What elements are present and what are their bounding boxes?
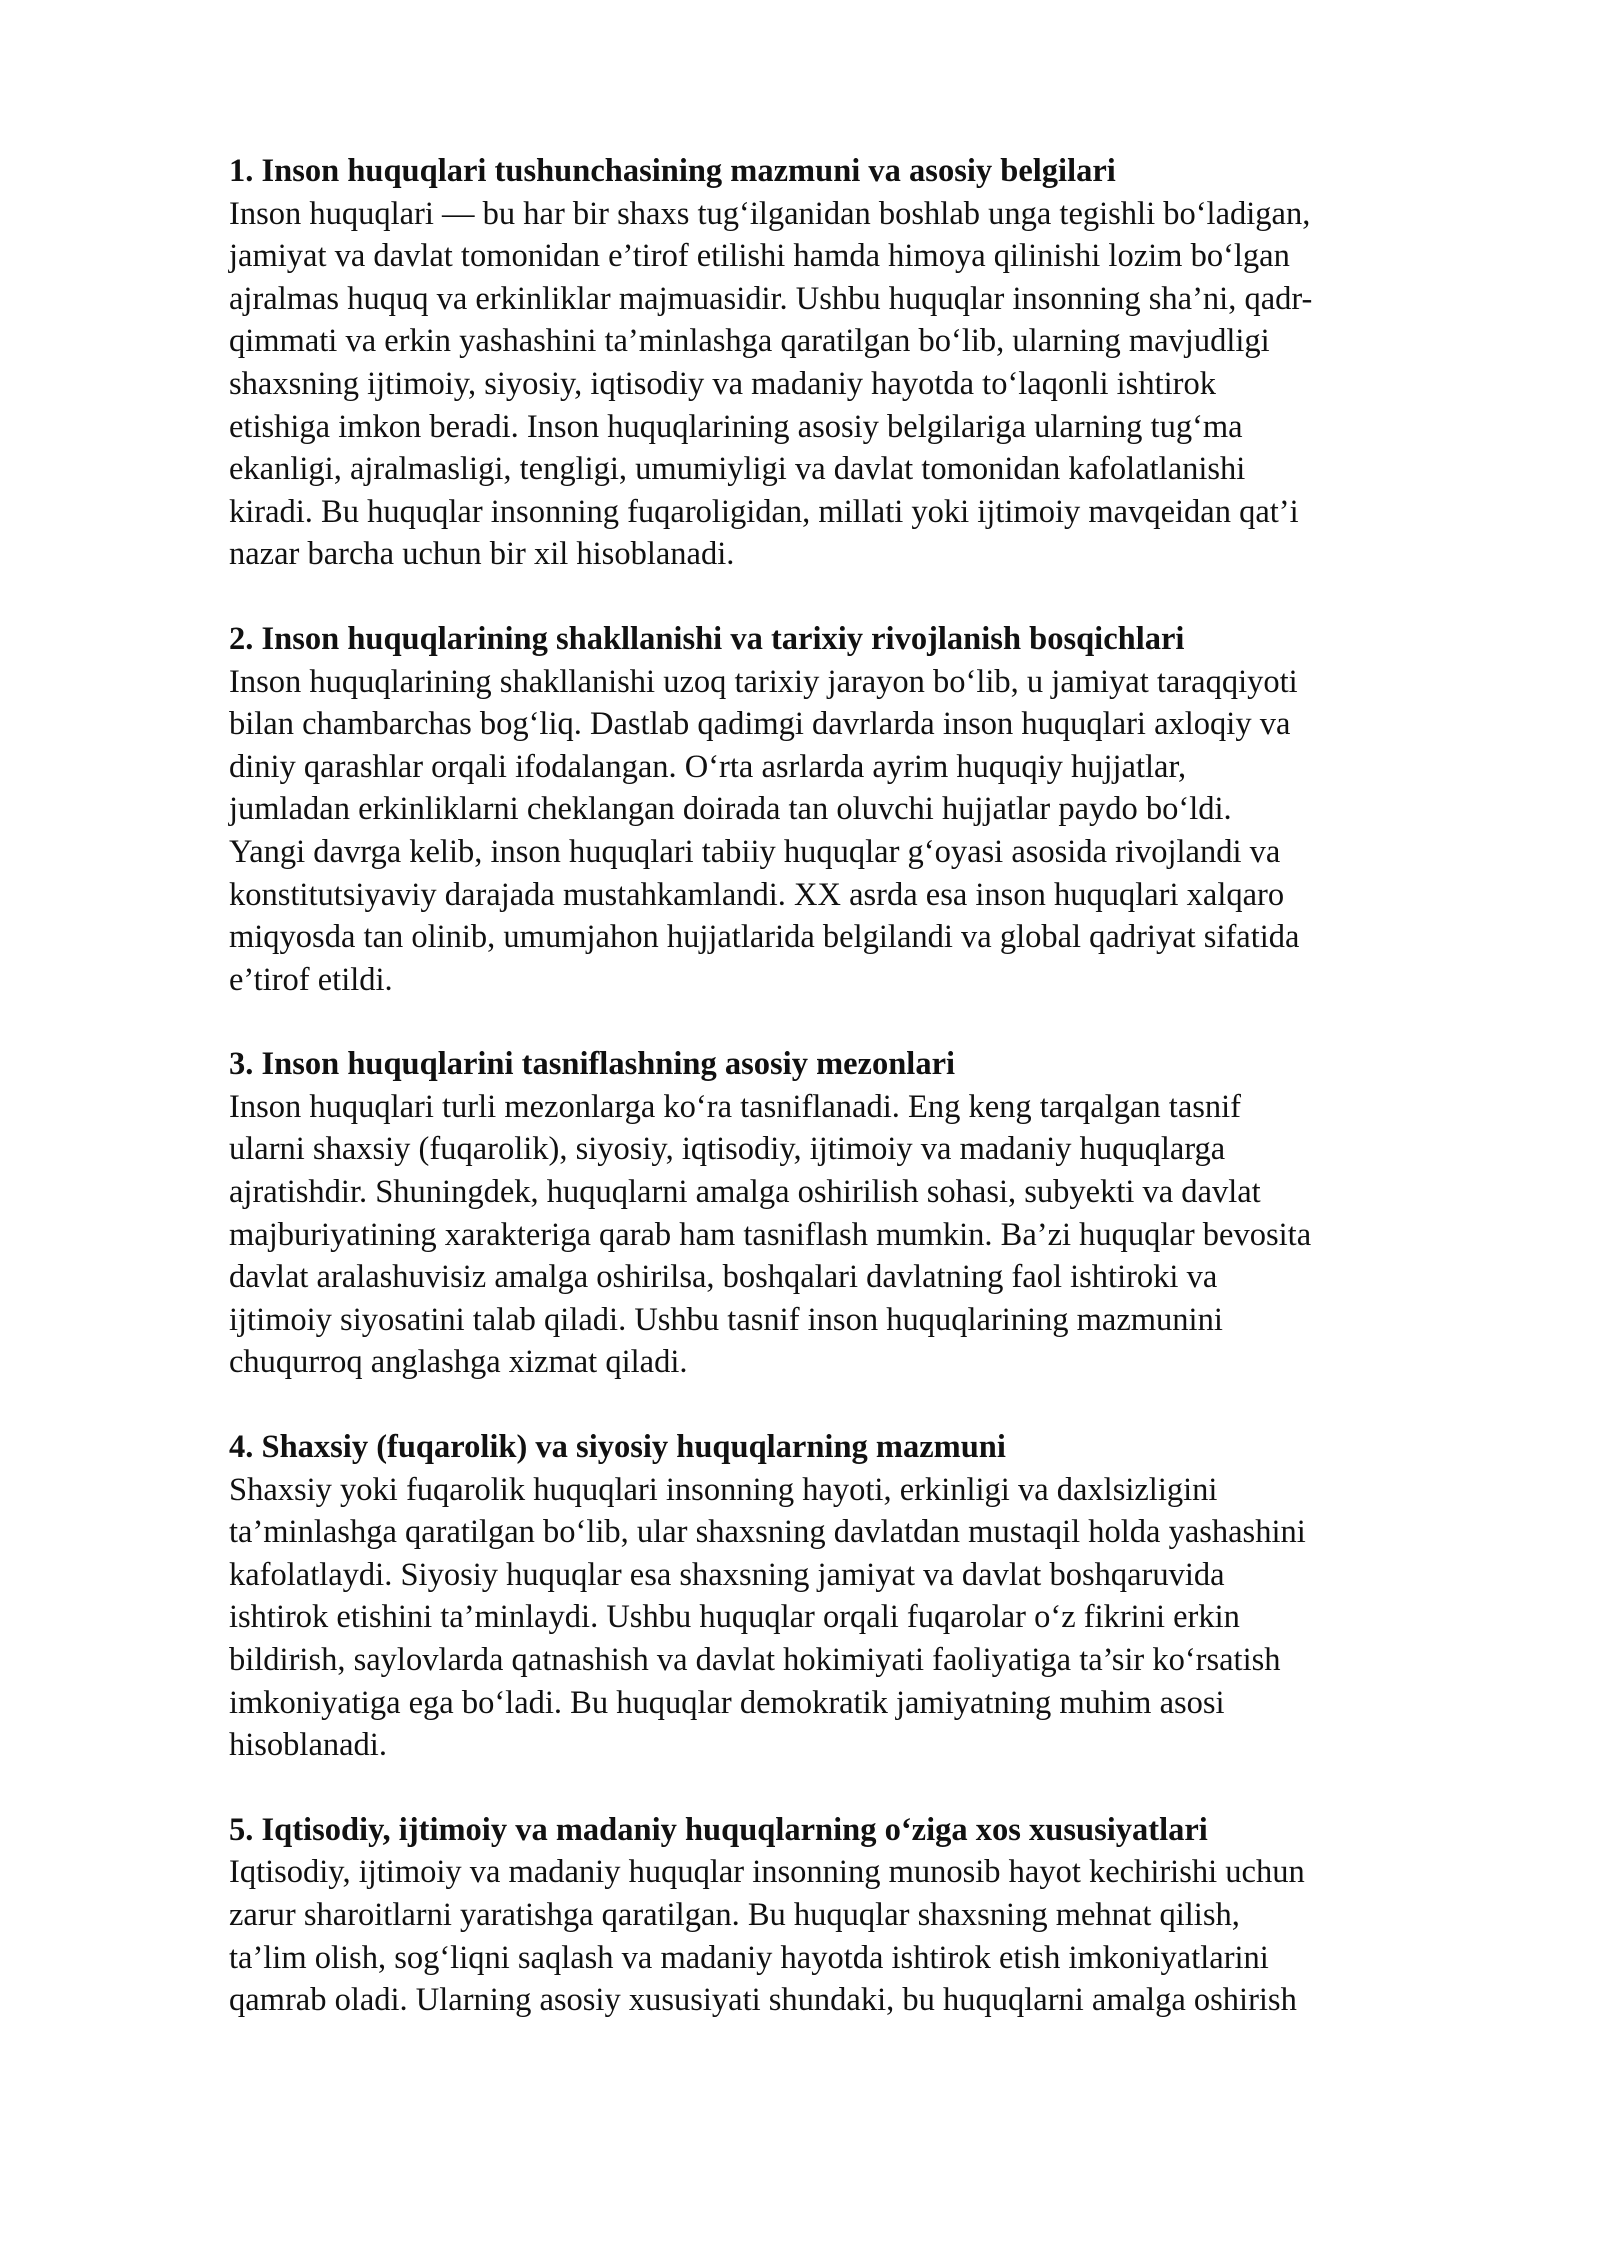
paragraph-line: chuqurroq anglashga xizmat qiladi. [229,1344,688,1381]
paragraph-line: majburiyatining xarakteriga qarab ham tasniflash mumkin. Ba’zi huquqlar bevosita [229,1216,1312,1253]
paragraph-line: zarur sharoitlarni yaratishga qaratilgan. Bu huquqlar shaxsning mehnat qilish, [229,1896,1240,1933]
paragraph-line: ishtirok etishini ta’minlaydi. Ushbu huquqlar orqali fuqarolar o‘z fikrini erkin [229,1599,1240,1636]
paragraph-line: ajralmas huquq va erkinliklar majmuasidir. Ushbu huquqlar insonning sha’ni, qadr- [229,280,1313,317]
paragraph-line: miqyosda tan olinib, umumjahon hujjatlarida belgilandi va global qadriyat sifatida [229,919,1300,956]
paragraph-line: konstitutsiyaviy darajada mustahkamlandi. XX asrda esa inson huquqlari xalqaro [229,876,1285,913]
section-heading: 1. Inson huquqlari tushunchasining mazmuni va asosiy belgilari [229,153,1116,189]
paragraph-line: kiradi. Bu huquqlar insonning fuqaroligidan, millati yoki ijtimoiy mavqeidan qat’i [229,493,1299,530]
paragraph-line: e’tirof etildi. [229,961,393,998]
paragraph-line: etishiga imkon beradi. Inson huquqlarining asosiy belgilariga ularning tug‘ma [229,408,1243,445]
paragraph-line: ularni shaxsiy (fuqarolik), siyosiy, iqtisodiy, ijtimoiy va madaniy huquqlarga [229,1131,1226,1168]
paragraph-line: imkoniyatiga ega bo‘ladi. Bu huquqlar demokratik jamiyatning muhim asosi [229,1684,1225,1721]
paragraph-line: davlat aralashuvisiz amalga oshirilsa, boshqalari davlatning faol ishtiroki va [229,1259,1218,1296]
section-heading: 5. Iqtisodiy, ijtimoiy va madaniy huquqlarning o‘ziga xos xususiyatlari [229,1811,1208,1848]
section-heading: 2. Inson huquqlarining shakllanishi va tarixiy rivojlanish bosqichlari [229,620,1185,657]
section-heading: 3. Inson huquqlarini tasniflashning asosiy mezonlari [229,1046,956,1083]
section-2 [229,618,1589,1001]
paragraph-line: shaxsning ijtimoiy, siyosiy, iqtisodiy va madaniy hayotda to‘laqonli ishtirok [229,365,1216,402]
paragraph-line: Yangi davrga kelib, inson huquqlari tabiiy huquqlar g‘oyasi asosida rivojlandi va [229,833,1281,870]
section-1 [229,150,1589,576]
paragraph-line: Shaxsiy yoki fuqarolik huquqlari insonning hayoti, erkinligi va daxlsizligini [229,1471,1218,1508]
document-body [229,150,1589,2064]
paragraph-line: qimmati va erkin yashashini ta’minlashga qaratilgan bo‘lib, ularning mavjudligi [229,323,1270,360]
section-heading: 4. Shaxsiy (fuqarolik) va siyosiy huquqlarning mazmuni [229,1429,1006,1466]
section-5 [229,1809,1589,2022]
paragraph-line: ekanligi, ajralmasligi, tengligi, umumiyligi va davlat tomonidan kafolatlanishi [229,451,1246,488]
paragraph-line: Iqtisodiy, ijtimoiy va madaniy huquqlar insonning munosib hayot kechirishi uchun [229,1854,1305,1891]
paragraph-line: Inson huquqlarining shakllanishi uzoq tarixiy jarayon bo‘lib, u jamiyat taraqqiyoti [229,663,1298,700]
paragraph-line: ta’minlashga qaratilgan bo‘lib, ular shaxsning davlatdan mustaqil holda yashashini [229,1514,1306,1551]
paragraph-line: hisoblanadi. [229,1727,387,1764]
section-4 [229,1426,1589,1767]
paragraph-line: kafolatlaydi. Siyosiy huquqlar esa shaxsning jamiyat va davlat boshqaruvida [229,1556,1225,1593]
paragraph-line: nazar barcha uchun bir xil hisoblanadi. [229,536,735,573]
paragraph-line: bildirish, saylovlarda qatnashish va davlat hokimiyati faoliyatiga ta’sir ko‘rsatish [229,1642,1281,1678]
paragraph-line: Inson huquqlari turli mezonlarga ko‘ra tasniflanadi. Eng keng tarqalgan tasnif [229,1088,1242,1125]
paragraph-line: ta’lim olish, sog‘liqni saqlash va madaniy hayotda ishtirok etish imkoniyatlarini [229,1939,1269,1976]
section-3 [229,1043,1589,1384]
paragraph-line: diniy qarashlar orqali ifodalangan. O‘rta asrlarda ayrim huquqiy hujjatlar, [229,748,1187,785]
paragraph-line: bilan chambarchas bog‘liq. Dastlab qadimgi davrlarda inson huquqlari axloqiy va [229,706,1291,743]
paragraph-line: jumladan erkinliklarni cheklangan doirada tan oluvchi hujjatlar paydo bo‘ldi. [229,791,1232,828]
paragraph-line: jamiyat va davlat tomonidan e’tirof etilishi hamda himoya qilinishi lozim bo‘lgan [229,238,1290,275]
paragraph-line: ajratishdir. Shuningdek, huquqlarni amalga oshirilish sohasi, subyekti va davlat [229,1174,1261,1211]
paragraph-line: ijtimoiy siyosatini talab qiladi. Ushbu tasnif inson huquqlarining mazmunini [229,1301,1223,1338]
paragraph-line: Inson huquqlari — bu har bir shaxs tug‘ilganidan boshlab unga tegishli bo‘ladigan, [229,195,1311,232]
paragraph-line: qamrab oladi. Ularning asosiy xususiyati shundaki, bu huquqlarni amalga oshirish [229,1982,1297,2019]
